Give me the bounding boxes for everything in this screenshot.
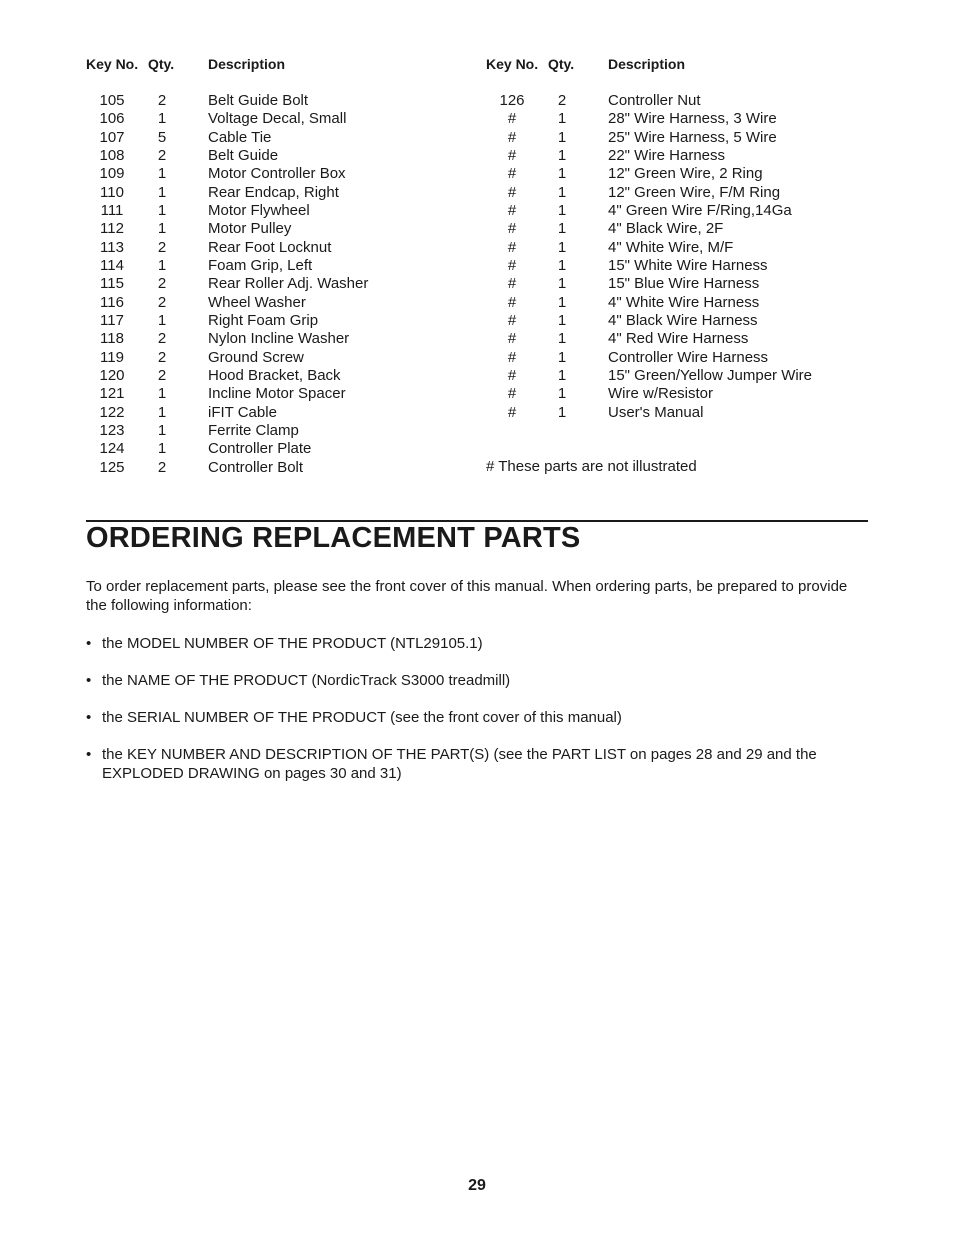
part-description: Right Foam Grip [208,311,319,329]
part-row [486,349,866,367]
description-header: Description [208,56,286,72]
part-quantity: 2 [157,238,167,256]
part-description: Hood Bracket, Back [208,366,341,384]
part-key-number: 109 [99,165,125,183]
part-quantity: 1 [557,220,567,238]
part-key-number: 111 [100,201,124,219]
part-quantity: 1 [157,440,167,458]
part-description: Rear Roller Adj. Washer [208,275,369,293]
part-row [486,385,866,403]
part-quantity: 1 [557,238,567,256]
bullet-item [86,708,866,727]
part-key-number: # [507,330,517,348]
part-description: Controller Wire Harness [608,348,769,366]
key-no-header: Key No. [86,56,139,72]
part-row [86,385,446,403]
part-description: Wheel Washer [208,293,306,311]
part-row [86,422,446,440]
part-description: Belt Guide Bolt [208,92,309,109]
part-key-number: 123 [99,421,125,439]
part-quantity: 1 [157,311,167,329]
part-row [86,184,446,202]
part-key-number: 114 [100,256,124,274]
part-quantity: 5 [157,128,167,146]
part-description: 4" Red Wire Harness [608,330,749,348]
part-row [86,202,446,220]
part-key-number: 115 [100,275,124,293]
part-key-number: # [507,183,517,201]
part-key-number: # [507,165,517,183]
part-quantity: 1 [157,165,167,183]
parts-list-left [86,54,446,477]
bullet-text: the SERIAL NUMBER OF THE PRODUCT (see the front cover of this manual) [102,709,622,726]
part-description: Motor Flywheel [208,201,310,219]
part-quantity: 2 [157,330,167,348]
part-quantity: 1 [557,311,567,329]
part-row [486,129,866,147]
part-description: Controller Bolt [208,458,304,476]
part-key-number: # [507,366,517,384]
part-quantity: 2 [557,92,567,109]
part-quantity: 2 [157,146,167,164]
part-key-number: # [507,110,517,128]
parts-list-right [486,54,866,422]
part-key-number: # [507,146,517,164]
part-description: 22" Wire Harness [608,146,726,164]
key-no-header: Key No. [486,56,539,72]
part-row [86,294,446,312]
part-key-number: # [507,293,517,311]
part-quantity: 1 [557,146,567,164]
part-quantity: 1 [557,293,567,311]
description-header: Description [608,56,686,72]
not-illustrated-note: # These parts are not illustrated [486,458,697,475]
part-row [86,257,446,275]
part-quantity: 1 [157,256,167,274]
part-description: Belt Guide [208,146,279,164]
part-key-number: # [507,311,517,329]
info-bullet-list [86,634,866,801]
part-description: Ground Screw [208,348,304,366]
part-key-number: # [507,128,517,146]
part-row [486,239,866,257]
part-row [486,330,866,348]
part-description: 15" White Wire Harness [608,256,768,274]
part-row [486,275,866,293]
part-quantity: 1 [157,220,167,238]
part-key-number: 125 [99,458,125,476]
part-row [486,367,866,385]
part-row [486,220,866,238]
part-description: Wire w/Resistor [608,385,714,403]
section-title: ORDERING REPLACEMENT PARTS [86,522,581,554]
bullet-item [86,634,866,653]
bullet-item [86,671,866,690]
part-key-number: 113 [100,238,124,256]
part-row [486,257,866,275]
part-description: Controller Plate [208,440,312,458]
part-key-number: 119 [100,348,124,366]
part-key-number: 107 [99,128,125,146]
part-description: Rear Foot Locknut [208,238,332,256]
part-key-number: 121 [99,385,125,403]
part-key-number: 117 [100,311,124,329]
part-key-number: 116 [100,293,124,311]
part-row [86,275,446,293]
part-quantity: 1 [557,165,567,183]
part-description: 12" Green Wire, 2 Ring [608,165,763,183]
part-row [486,184,866,202]
part-quantity: 2 [157,293,167,311]
part-key-number: # [507,275,517,293]
part-quantity: 1 [157,403,167,421]
part-quantity: 1 [157,183,167,201]
part-description: 12" Green Wire, F/M Ring [608,183,781,201]
bullet-text: the MODEL NUMBER OF THE PRODUCT (NTL29105.1) [102,635,483,652]
part-key-number: # [507,403,517,421]
bullet-marker: • [86,635,92,652]
part-row [86,110,446,128]
part-quantity: 1 [557,110,567,128]
part-quantity: 1 [557,348,567,366]
part-row [486,312,866,330]
part-row [486,165,866,183]
part-key-number: 108 [99,146,125,164]
page-number: 29 [468,1177,486,1194]
part-quantity: 1 [157,385,167,403]
bullet-marker: • [86,672,92,689]
part-key-number: 126 [499,92,525,109]
qty-header: Qty. [148,56,175,72]
part-quantity: 1 [557,330,567,348]
part-row [486,147,866,165]
part-quantity: 2 [157,458,167,476]
part-description: Nylon Incline Washer [208,330,350,348]
bullet-item [86,745,866,783]
part-row [86,165,446,183]
part-description: Motor Controller Box [208,165,346,183]
part-key-number: # [507,238,517,256]
part-quantity: 2 [157,92,167,109]
bullet-marker: • [86,709,92,726]
part-description: Rear Endcap, Right [208,183,339,201]
part-row [86,330,446,348]
part-description: Cable Tie [208,128,272,146]
part-key-number: 122 [99,403,125,421]
part-row [486,110,866,128]
part-key-number: 112 [100,220,124,238]
part-quantity: 1 [157,201,167,219]
part-quantity: 1 [557,201,567,219]
qty-header: Qty. [548,56,575,72]
part-quantity: 1 [557,183,567,201]
part-quantity: 1 [557,128,567,146]
part-row [86,147,446,165]
part-quantity: 1 [557,385,567,403]
part-description: 28" Wire Harness, 3 Wire [608,110,777,128]
part-row [86,349,446,367]
part-quantity: 2 [157,275,167,293]
part-row [486,294,866,312]
part-description: User's Manual [608,403,704,421]
part-description: Foam Grip, Left [208,256,313,274]
part-key-number: 106 [99,110,125,128]
part-description: Motor Pulley [208,220,292,238]
part-description: 15" Blue Wire Harness [608,275,760,293]
part-description: 25" Wire Harness, 5 Wire [608,128,777,146]
part-quantity: 1 [557,256,567,274]
part-description: 4" Black Wire, 2F [608,220,724,238]
part-description: Incline Motor Spacer [208,385,346,403]
part-key-number: # [507,348,517,366]
part-quantity: 1 [557,366,567,384]
part-description: 4" Black Wire Harness [608,311,758,329]
parts-list-header [486,54,866,74]
part-row [86,239,446,257]
part-key-number: 105 [99,92,125,109]
part-description: 4" White Wire Harness [608,293,760,311]
parts-rows-left [86,92,446,477]
part-key-number: 118 [100,330,124,348]
intro-paragraph: To order replacement parts, please see the front cover of this manual. When ordering parts, be prepared to provide the following information: [86,578,848,614]
part-quantity: 2 [157,348,167,366]
part-description: iFIT Cable [208,403,277,421]
part-row [86,367,446,385]
part-quantity: 1 [157,110,167,128]
part-quantity: 1 [157,421,167,439]
part-quantity: 1 [557,403,567,421]
part-key-number: # [507,256,517,274]
part-description: Ferrite Clamp [208,421,299,439]
part-row [86,92,446,110]
part-description: Controller Nut [608,92,701,109]
part-key-number: 124 [99,440,125,458]
parts-rows-right [486,92,866,422]
part-key-number: # [507,220,517,238]
part-row [86,312,446,330]
part-description: 15" Green/Yellow Jumper Wire [608,366,813,384]
part-row [86,220,446,238]
bullet-text: the NAME OF THE PRODUCT (NordicTrack S3000 treadmill) [102,672,511,689]
part-description: Voltage Decal, Small [208,110,347,128]
part-quantity: 2 [157,366,167,384]
part-row [86,459,446,477]
bullet-text: the KEY NUMBER AND DESCRIPTION OF THE PART(S) (see the PART LIST on pages 28 and 29 and the EXPLODED DRAWING on pages 30 and 31) [102,746,817,782]
part-row [86,404,446,422]
part-key-number: 110 [100,183,124,201]
part-row [86,129,446,147]
part-row [86,440,446,458]
part-key-number: 120 [99,366,125,384]
part-row [486,202,866,220]
part-row [486,404,866,422]
part-key-number: # [507,385,517,403]
part-description: 4" Green Wire F/Ring,14Ga [608,201,792,219]
bullet-marker: • [86,746,92,763]
part-description: 4" White Wire, M/F [608,238,734,256]
part-row [486,92,866,110]
parts-list-header [86,54,446,74]
part-quantity: 1 [557,275,567,293]
part-key-number: # [507,201,517,219]
